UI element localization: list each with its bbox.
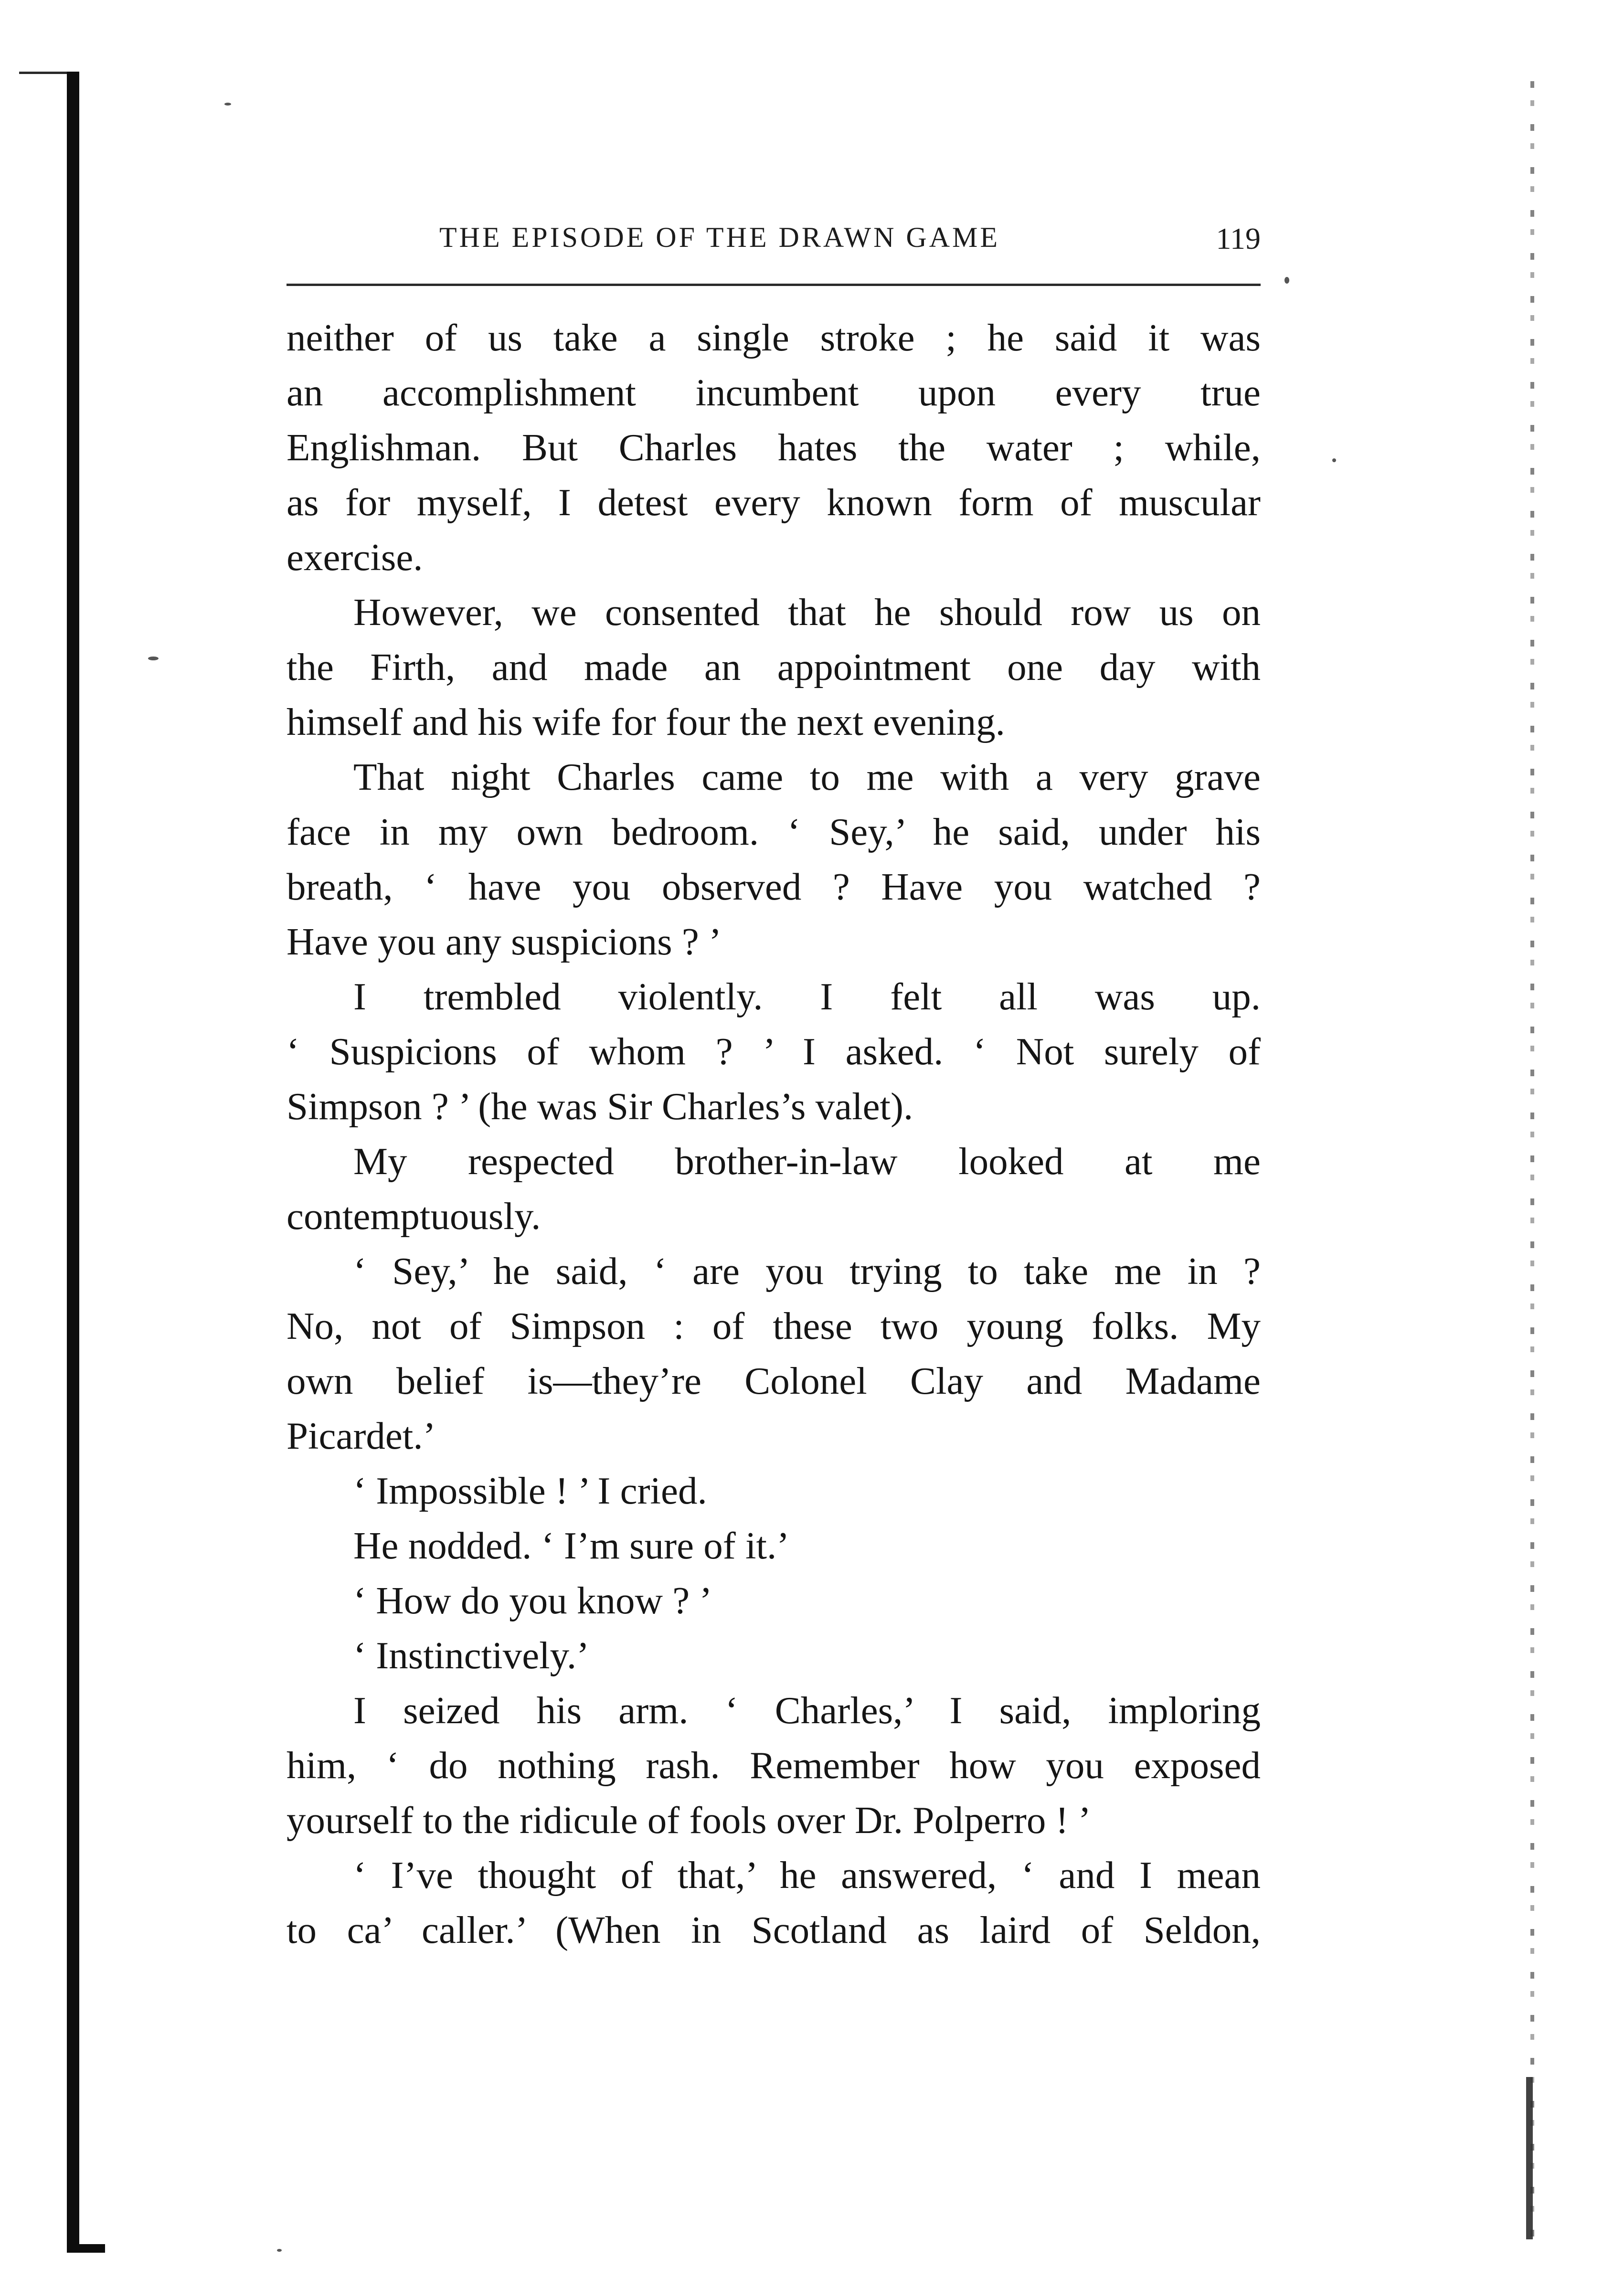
text-line: ‘ How do you know ? ’ bbox=[353, 1579, 712, 1622]
text-line: My respected brother-in-law looked at me bbox=[353, 1140, 1261, 1183]
text-line: own belief is—they’re Colonel Clay and Madame bbox=[287, 1359, 1261, 1402]
text-line: an accomplishment incumbent upon every true bbox=[287, 371, 1261, 414]
body-text bbox=[287, 310, 1261, 1958]
page-speck bbox=[1284, 277, 1289, 284]
text-line: contemptuously. bbox=[287, 1195, 541, 1238]
page-edge-right-shadow bbox=[1526, 2077, 1533, 2239]
page-number: 119 bbox=[1216, 222, 1261, 255]
page-speck bbox=[148, 657, 159, 660]
running-title: THE EPISODE OF THE DRAWN GAME bbox=[439, 222, 1000, 253]
text-line: as for myself, I detest every known form of muscular bbox=[287, 481, 1261, 524]
text-line: Englishman. But Charles hates the water ; while, bbox=[287, 426, 1261, 469]
text-line: ‘ Instinctively.’ bbox=[353, 1634, 590, 1677]
text-line: ‘ Suspicions of whom ? ’ I asked. ‘ Not surely of bbox=[287, 1030, 1261, 1073]
text-line: breath, ‘ have you observed ? Have you watched ? bbox=[287, 865, 1261, 908]
text-line: I seized his arm. ‘ Charles,’ I said, imploring bbox=[353, 1689, 1261, 1732]
text-line: him, ‘ do nothing rash. Remember how you exposed bbox=[287, 1744, 1261, 1787]
page-speck bbox=[1332, 458, 1336, 462]
text-line: He nodded. ‘ I’m sure of it.’ bbox=[353, 1524, 790, 1567]
book-spine-foot bbox=[67, 2244, 105, 2253]
text-line: the Firth, and made an appointment one day with bbox=[287, 646, 1261, 689]
page-speck bbox=[224, 103, 231, 106]
page-edge-right bbox=[1530, 81, 1534, 2239]
text-line: No, not of Simpson : of these two young folks. My bbox=[287, 1304, 1261, 1347]
text-line: to ca’ caller.’ (When in Scotland as laird of Seldon, bbox=[287, 1908, 1261, 1951]
text-line: Picardet.’ bbox=[287, 1414, 436, 1457]
text-line: Have you any suspicions ? ’ bbox=[287, 920, 722, 963]
running-header bbox=[287, 217, 1261, 260]
text-line: Simpson ? ’ (he was Sir Charles’s valet). bbox=[287, 1085, 913, 1128]
book-spine-shadow bbox=[67, 72, 79, 2249]
text-line: himself and his wife for four the next evening. bbox=[287, 700, 1005, 743]
page-speck bbox=[277, 2249, 282, 2252]
text-line: ‘ Sey,’ he said, ‘ are you trying to take me in ? bbox=[353, 1250, 1261, 1293]
text-line: neither of us take a single stroke ; he said it was bbox=[287, 316, 1261, 359]
text-line: ‘ Impossible ! ’ I cried. bbox=[353, 1469, 707, 1512]
text-line: face in my own bedroom. ‘ Sey,’ he said, under his bbox=[287, 810, 1261, 853]
text-line: That night Charles came to me with a very grave bbox=[353, 755, 1261, 798]
text-line: I trembled violently. I felt all was up. bbox=[353, 975, 1261, 1018]
text-line: ‘ I’ve thought of that,’ he answered, ‘ and I mean bbox=[353, 1854, 1261, 1897]
text-line: exercise. bbox=[287, 536, 423, 579]
header-rule bbox=[287, 284, 1261, 286]
text-line: However, we consented that he should row us on bbox=[353, 591, 1261, 634]
text-line: yourself to the ridicule of fools over Dr. Polperro ! ’ bbox=[287, 1799, 1091, 1842]
